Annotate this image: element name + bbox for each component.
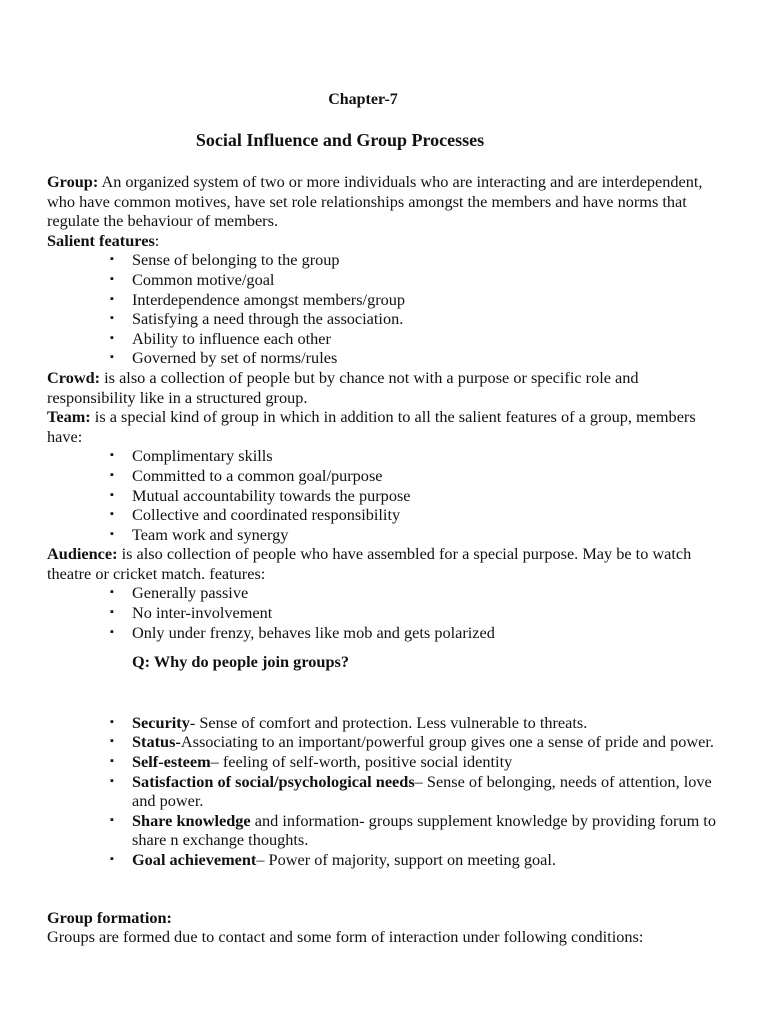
- team-list: [47, 446, 727, 544]
- team-text: is a special kind of group in which in addition to all the salient features of a group, members have:: [47, 407, 696, 446]
- bullet-icon: ▪: [110, 853, 114, 865]
- list-item-text: Sense of belonging to the group: [132, 250, 340, 270]
- list-item: [47, 329, 727, 349]
- reason-term: Self-esteem: [132, 752, 211, 772]
- bullet-icon: ▪: [110, 331, 114, 344]
- bullet-icon: ▪: [110, 774, 114, 787]
- crowd-text: is also a collection of people but by chance not with a purpose or specific role and responsibility like in a structured group.: [47, 367, 639, 407]
- list-item: [47, 732, 727, 752]
- list-item: [47, 505, 727, 525]
- team-term: Team:: [47, 407, 91, 427]
- list-item-text: Interdependence amongst members/group: [132, 289, 406, 309]
- formation-term: Group formation:: [47, 907, 172, 927]
- audience-text: is also collection of people who have assembled for a special purpose. May be to watch theatre or cricket match. features:: [47, 544, 692, 583]
- list-item: [47, 250, 727, 270]
- document-body: [47, 172, 727, 947]
- bullet-icon: ▪: [110, 715, 114, 728]
- group-definition: [47, 172, 727, 231]
- reason-term: Satisfaction of social/psychological needs: [132, 771, 415, 791]
- list-item: [47, 623, 727, 643]
- list-item-text: Complimentary skills: [132, 446, 273, 466]
- group-text: An organized system of two or more individuals who are interacting and are interdependent, who have common motives, have set role relationships amongst the members and have norms that regulate the behaviour of members.: [47, 172, 703, 231]
- reason-text: – feeling of self-worth, positive social identity: [210, 752, 513, 772]
- list-item: [47, 290, 727, 310]
- list-item: [47, 486, 727, 506]
- list-item: [47, 713, 727, 733]
- reason-term: Goal achievement: [132, 850, 257, 869]
- salient-list: [47, 250, 727, 368]
- reason-term: Share knowledge: [132, 810, 251, 830]
- bullet-icon: ▪: [110, 735, 114, 748]
- audience-term: Audience:: [47, 544, 118, 564]
- bullet-icon: ▪: [110, 312, 114, 325]
- formation-heading: [47, 908, 727, 928]
- reason-text: Associating to an important/powerful group gives one a sense of pride and power.: [180, 732, 714, 752]
- reason-text: and information- groups supplement knowledge by providing forum to share n exchange thoughts.: [132, 810, 716, 850]
- bullet-icon: ▪: [110, 586, 114, 599]
- bullet-icon: ▪: [110, 606, 114, 619]
- list-item: [47, 811, 727, 850]
- page-title: Social Influence and Group Processes: [195, 130, 485, 150]
- list-item: [47, 525, 727, 545]
- list-item-text: Collective and coordinated responsibility: [132, 505, 401, 525]
- list-item-text: Governed by set of norms/rules: [132, 348, 338, 368]
- group-term: Group:: [47, 172, 99, 191]
- team-definition: [47, 407, 727, 446]
- list-item: [47, 270, 727, 290]
- list-item-text: Ability to influence each other: [132, 328, 331, 348]
- list-item-text: Satisfying a need through the association.: [132, 309, 404, 329]
- list-item: [47, 309, 727, 329]
- list-item-text: Generally passive: [132, 583, 249, 603]
- bullet-icon: ▪: [110, 468, 114, 481]
- chapter-heading: Chapter-7: [328, 91, 398, 108]
- bullet-icon: ▪: [110, 527, 114, 540]
- list-item: [47, 583, 727, 603]
- list-item: [47, 466, 727, 486]
- bullet-icon: ▪: [110, 292, 114, 305]
- bullet-icon: ▪: [110, 272, 114, 285]
- bullet-icon: ▪: [110, 488, 114, 501]
- list-item-text: Mutual accountability towards the purpose: [132, 485, 411, 505]
- bullet-icon: ▪: [110, 755, 114, 768]
- list-item: [47, 603, 727, 623]
- list-item: [47, 446, 727, 466]
- list-item-text: Committed to a common goal/purpose: [132, 465, 383, 485]
- reason-term: Status-: [132, 732, 181, 752]
- reason-text: – Sense of belonging, needs of attention, love and power.: [132, 771, 712, 811]
- audience-list: [47, 583, 727, 642]
- list-item: [47, 752, 727, 772]
- bullet-icon: ▪: [110, 625, 114, 638]
- reason-text: - Sense of comfort and protection. Less vulnerable to threats.: [189, 712, 588, 732]
- reason-text: – Power of majority, support on meeting goal.: [256, 850, 556, 869]
- list-item: [47, 772, 727, 811]
- crowd-definition: [47, 368, 727, 407]
- salient-suffix: :: [154, 230, 160, 250]
- salient-term: Salient features: [47, 230, 155, 250]
- list-item-text: Only under frenzy, behaves like mob and gets polarized: [132, 622, 495, 642]
- audience-definition: [47, 544, 727, 583]
- bullet-icon: ▪: [110, 508, 114, 521]
- list-item-text: Common motive/goal: [132, 269, 275, 289]
- bullet-icon: ▪: [110, 351, 114, 364]
- bullet-icon: ▪: [110, 813, 114, 826]
- crowd-term: Crowd:: [47, 367, 101, 387]
- list-item-text: Team work and synergy: [132, 524, 289, 544]
- list-item-text: No inter-involvement: [132, 603, 273, 623]
- list-item: [47, 850, 727, 870]
- question-heading: Q: Why do people join groups?: [132, 652, 349, 672]
- reasons-list: [47, 713, 727, 870]
- bullet-icon: ▪: [110, 253, 114, 266]
- list-item: [47, 348, 727, 368]
- formation-text: Groups are formed due to contact and some form of interaction under following conditions:: [47, 927, 644, 947]
- reason-term: Security: [132, 712, 190, 732]
- bullet-icon: ▪: [110, 449, 114, 462]
- salient-heading: [47, 231, 727, 251]
